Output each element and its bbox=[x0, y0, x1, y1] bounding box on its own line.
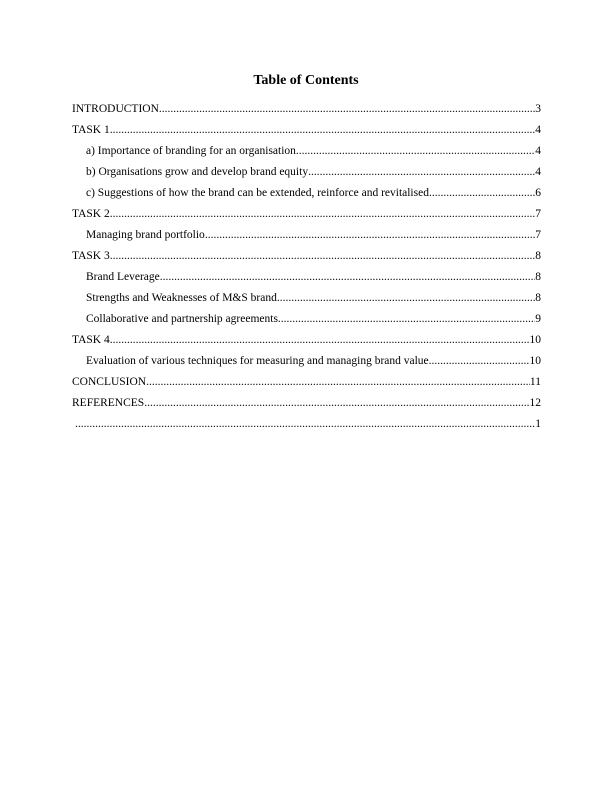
toc-entry-label: Strengths and Weaknesses of M&S brand bbox=[86, 292, 277, 304]
toc-entry-untitled[interactable] bbox=[72, 417, 541, 438]
toc-entry-task-2[interactable] bbox=[72, 207, 541, 228]
toc-entry-label: TASK 3 bbox=[72, 250, 110, 262]
toc-entry-brand-portfolio[interactable] bbox=[72, 228, 541, 249]
toc-entry-importance-of-branding[interactable] bbox=[72, 144, 541, 165]
toc-dot-leader bbox=[75, 417, 535, 431]
toc-entry-page: 7 bbox=[535, 229, 541, 241]
toc-entry-label: TASK 4 bbox=[72, 334, 110, 346]
toc-entry-page: 11 bbox=[529, 376, 541, 388]
toc-dot-leader bbox=[110, 249, 536, 263]
toc-entry-page: 1 bbox=[535, 418, 541, 430]
toc-entry-task-3[interactable] bbox=[72, 249, 541, 270]
toc-entry-page: 10 bbox=[529, 334, 541, 346]
toc-entry-page: 7 bbox=[535, 208, 541, 220]
toc-title: Table of Contents bbox=[253, 73, 359, 88]
toc-entry-page: 8 bbox=[535, 250, 541, 262]
toc-list bbox=[72, 102, 541, 438]
toc-entry-page: 6 bbox=[535, 187, 541, 199]
toc-entry-label: TASK 1 bbox=[72, 124, 110, 136]
toc-entry-page: 8 bbox=[535, 271, 541, 283]
toc-entry-introduction[interactable] bbox=[72, 102, 541, 123]
toc-dot-leader bbox=[277, 291, 535, 305]
toc-dot-leader bbox=[146, 375, 530, 389]
toc-dot-leader bbox=[429, 186, 535, 200]
toc-entry-page: 9 bbox=[535, 313, 541, 325]
toc-entry-page: 3 bbox=[535, 103, 541, 115]
toc-dot-leader bbox=[110, 123, 536, 137]
toc-entry-strengths-weaknesses[interactable] bbox=[72, 291, 541, 312]
toc-dot-leader bbox=[110, 333, 530, 347]
toc-dot-leader bbox=[308, 165, 535, 179]
toc-dot-leader bbox=[110, 207, 536, 221]
toc-entry-label: TASK 2 bbox=[72, 208, 110, 220]
toc-entry-brand-value-techniques[interactable] bbox=[72, 354, 541, 375]
toc-entry-label: a) Importance of branding for an organisation bbox=[86, 145, 296, 157]
toc-dot-leader bbox=[144, 396, 529, 410]
toc-entry-page: 4 bbox=[535, 124, 541, 136]
toc-entry-label: CONCLUSION bbox=[72, 376, 147, 388]
toc-entry-page: 4 bbox=[535, 166, 541, 178]
toc-entry-task-1[interactable] bbox=[72, 123, 541, 144]
toc-entry-partnership-agreements[interactable] bbox=[72, 312, 541, 333]
toc-entry-label: Brand Leverage bbox=[86, 271, 160, 283]
toc-dot-leader bbox=[160, 270, 535, 284]
toc-entry-label: b) Organisations grow and develop brand equity bbox=[86, 166, 309, 178]
toc-entry-task-4[interactable] bbox=[72, 333, 541, 354]
toc-entry-label: INTRODUCTION bbox=[72, 103, 159, 115]
toc-entry-page: 10 bbox=[529, 355, 541, 367]
toc-entry-brand-suggestions[interactable] bbox=[72, 186, 541, 207]
toc-dot-leader bbox=[296, 144, 535, 158]
toc-entry-conclusion[interactable] bbox=[72, 375, 541, 396]
toc-entry-label: c) Suggestions of how the brand can be extended, reinforce and revitalised bbox=[86, 187, 429, 199]
toc-entry-label: Managing brand portfolio bbox=[86, 229, 205, 241]
toc-entry-label: Collaborative and partnership agreements bbox=[86, 313, 278, 325]
toc-dot-leader bbox=[205, 228, 535, 242]
toc-entry-label: REFERENCES bbox=[72, 397, 145, 409]
toc-entry-page: 12 bbox=[529, 397, 541, 409]
toc-entry-page: 8 bbox=[535, 292, 541, 304]
toc-dot-leader bbox=[159, 102, 535, 116]
toc-entry-brand-leverage[interactable] bbox=[72, 270, 541, 291]
toc-entry-brand-equity[interactable] bbox=[72, 165, 541, 186]
toc-dot-leader bbox=[429, 354, 530, 368]
toc-entry-label: Evaluation of various techniques for measuring and managing brand value bbox=[86, 355, 429, 367]
toc-entry-references[interactable] bbox=[72, 396, 541, 417]
toc-dot-leader bbox=[278, 312, 535, 326]
toc-entry-page: 4 bbox=[535, 145, 541, 157]
